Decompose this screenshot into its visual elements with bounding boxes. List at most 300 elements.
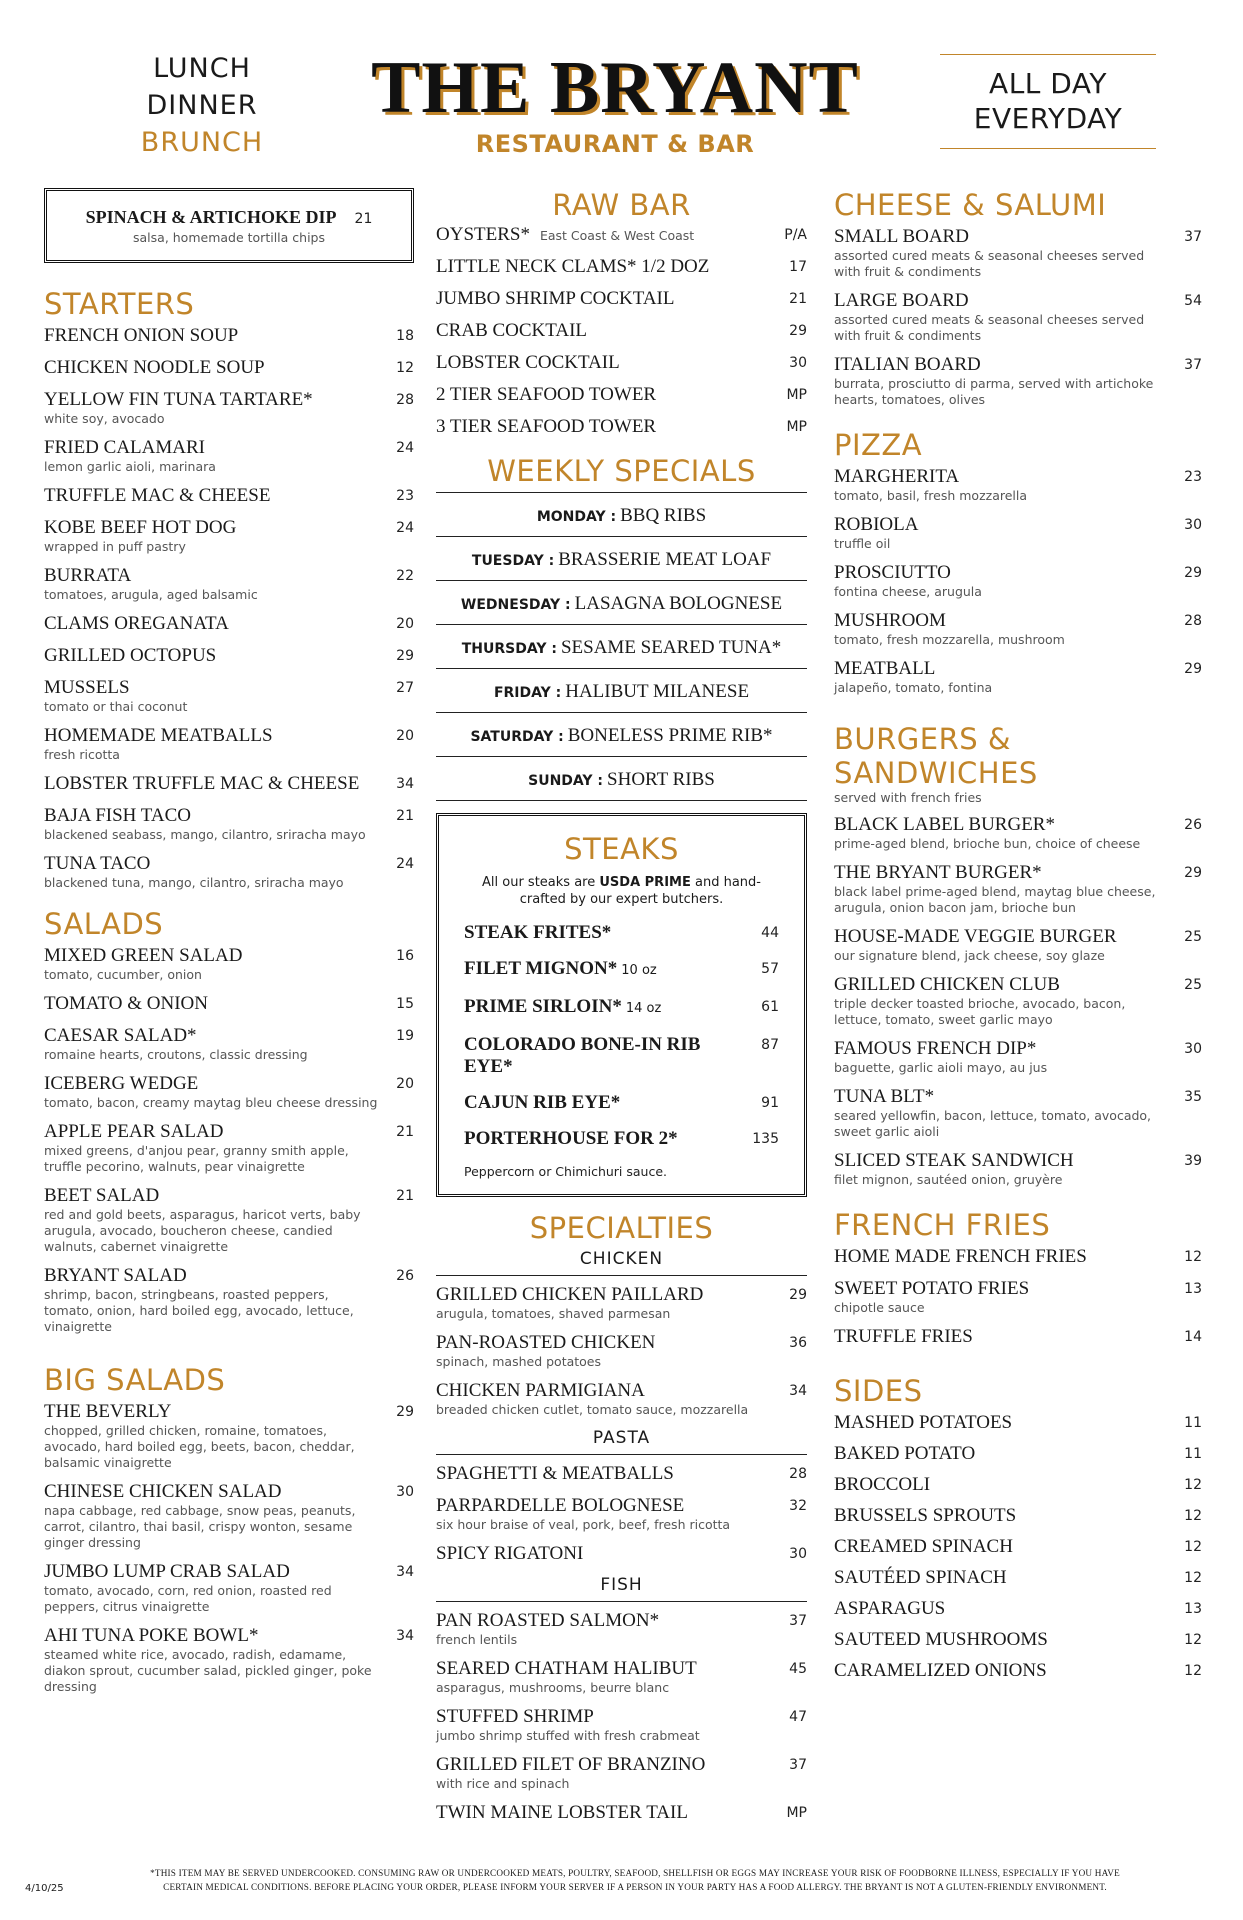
item-name: CAJUN RIB EYE*: [464, 1092, 621, 1113]
menu-item: [436, 1380, 807, 1418]
item-desc: assorted cured meats & seasonal cheeses served with fruit & condiments: [834, 248, 1145, 279]
menu-item: [834, 466, 1202, 504]
menu-item: [44, 945, 414, 983]
menu-item: [44, 645, 414, 667]
cheese-list: [834, 226, 1202, 408]
item-name: CREAMED SPINACH: [834, 1536, 1013, 1557]
item-desc: filet mignon, sautéed onion, gruyère: [834, 1172, 1063, 1187]
menu-item: [44, 565, 414, 603]
steaks-intro-a: All our steaks are: [482, 875, 600, 890]
weekly-special-row: [436, 537, 807, 581]
item-name: FRIED CALAMARI: [44, 437, 205, 458]
specialties-heading: SPECIALTIES: [529, 1211, 714, 1245]
weekly-day: THURSDAY :: [461, 641, 557, 657]
item-name: GRILLED CHICKEN PAILLARD: [436, 1284, 704, 1305]
item-name: LOBSTER COCKTAIL: [436, 352, 620, 373]
menu-item: [464, 1128, 779, 1150]
menu-item: [44, 725, 414, 763]
item-desc: baguette, garlic aioli mayo, au jus: [834, 1060, 1048, 1075]
item-name: STEAK FRITES*: [464, 922, 612, 943]
item-name: 3 TIER SEAFOOD TOWER: [436, 416, 657, 437]
item-name: CHINESE CHICKEN SALAD: [44, 1481, 282, 1502]
menu-item: [834, 290, 1202, 344]
item-desc: lemon garlic aioli, marinara: [44, 459, 216, 474]
item-price: 21: [396, 1188, 414, 1204]
item-name: 2 TIER SEAFOOD TOWER: [436, 384, 657, 405]
item-name: TUNA TACO: [44, 853, 151, 874]
pizza-list: [834, 466, 1202, 696]
item-price: 12: [396, 360, 414, 376]
menu-item: [44, 517, 414, 555]
item-desc: napa cabbage, red cabbage, snow peas, peanuts, carrot, cilantro, thai basil, crispy wonton, sesame ginger dressing: [44, 1503, 356, 1550]
item-price: 30: [1184, 517, 1202, 533]
menu-item: [834, 1567, 1202, 1589]
fries-heading: FRENCH FRIES: [834, 1208, 1051, 1242]
chicken-subheading: CHICKEN: [436, 1249, 807, 1276]
item-name: JUMBO SHRIMP COCKTAIL: [436, 288, 675, 309]
big-salads-heading: BIG SALADS: [44, 1363, 226, 1397]
item-name: STUFFED SHRIMP: [436, 1706, 594, 1727]
item-name: CARAMELIZED ONIONS: [834, 1660, 1047, 1681]
item-name: CLAMS OREGANATA: [44, 613, 229, 634]
menu-item: [834, 610, 1202, 648]
item-desc: assorted cured meats & seasonal cheeses served with fruit & condiments: [834, 312, 1145, 343]
menu-item: [834, 354, 1202, 408]
menu-item: [834, 1150, 1202, 1188]
item-desc: spinach, mashed potatoes: [436, 1354, 602, 1369]
burgers-heading: [834, 722, 1202, 790]
menu-item: [436, 416, 807, 438]
item-price: 12: [1184, 1249, 1202, 1265]
item-name: ICEBERG WEDGE: [44, 1073, 199, 1094]
item-desc: asparagus, mushrooms, beurre blanc: [436, 1680, 670, 1695]
item-desc: our signature blend, jack cheese, soy glaze: [834, 948, 1105, 963]
weekly-day: FRIDAY :: [493, 685, 562, 701]
item-price: 25: [1184, 929, 1202, 945]
burgers-heading-b: SANDWICHES: [834, 756, 1038, 790]
item-price: 32: [789, 1498, 807, 1514]
item-name: ROBIOLA: [834, 514, 919, 535]
column-middle: [436, 188, 807, 1834]
weekly-special-row: [436, 625, 807, 669]
restaurant-tagline: RESTAURANT & BAR: [475, 130, 755, 158]
menu-item: [834, 1443, 1202, 1465]
menu-item: [44, 993, 414, 1015]
menu-item: [436, 320, 807, 342]
item-name: PROSCIUTTO: [834, 562, 951, 583]
item-price: 26: [1184, 817, 1202, 833]
menu-item: [44, 325, 414, 347]
chicken-list: [436, 1284, 807, 1418]
item-price: 57: [761, 961, 779, 977]
item-name: BRYANT SALAD: [44, 1265, 187, 1286]
item-desc: arugula, tomatoes, shaved parmesan: [436, 1306, 671, 1321]
item-name: HOME MADE FRENCH FRIES: [834, 1246, 1087, 1267]
menu-item: [44, 853, 414, 891]
item-name: PORTERHOUSE FOR 2*: [464, 1128, 678, 1149]
menu-item: [834, 862, 1202, 916]
menu-item: [436, 1802, 807, 1824]
item-desc: jumbo shrimp stuffed with fresh crabmeat: [436, 1728, 700, 1743]
item-name: PARPARDELLE BOLOGNESE: [436, 1495, 685, 1516]
item-name: GRILLED CHICKEN CLUB: [834, 974, 1060, 995]
menu-item: [436, 1706, 807, 1744]
item-desc: steamed white rice, avocado, radish, edamame, diakon sprout, cucumber salad, pickled ginger, poke dressing: [44, 1647, 372, 1694]
item-price: 25: [1184, 977, 1202, 993]
item-price: 34: [396, 776, 414, 792]
item-name: THE BRYANT BURGER*: [834, 862, 1042, 883]
item-price: 37: [1184, 229, 1202, 245]
service-times: [112, 50, 292, 161]
menu-item: [464, 922, 779, 944]
menu-item: [44, 773, 414, 795]
menu-item: [834, 814, 1202, 852]
steaks-intro-c: and hand-crafted by our expert butchers.: [519, 875, 761, 907]
salads-list: [44, 945, 414, 1335]
item-price: 29: [1184, 661, 1202, 677]
item-name: HOUSE-MADE VEGGIE BURGER: [834, 926, 1117, 947]
service-dinner: DINNER: [146, 90, 258, 121]
item-name: BEET SALAD: [44, 1185, 160, 1206]
item-name: AHI TUNA POKE BOWL*: [44, 1625, 259, 1646]
item-name: BAKED POTATO: [834, 1443, 976, 1464]
menu-item: [44, 357, 414, 379]
item-price: 24: [396, 440, 414, 456]
steaks-list: [464, 922, 779, 1150]
weekly-day: SATURDAY :: [470, 729, 564, 745]
pizza-heading: PIZZA: [834, 428, 923, 462]
item-name: TRUFFLE MAC & CHEESE: [44, 485, 271, 506]
item-name: LOBSTER TRUFFLE MAC & CHEESE: [44, 773, 360, 794]
item-price: 34: [789, 1383, 807, 1399]
weekly-dish: LASAGNA BOLOGNESE: [574, 593, 783, 614]
item-price: 29: [396, 1404, 414, 1420]
menu-item: [44, 1025, 414, 1063]
item-price: 11: [1184, 1415, 1202, 1431]
item-price: 12: [1184, 1663, 1202, 1679]
menu-item: [464, 1092, 779, 1114]
item-desc: tomato, cucumber, onion: [44, 967, 202, 982]
starters-list: [44, 325, 414, 891]
item-price: 21: [396, 808, 414, 824]
weekly-dish: HALIBUT MILANESE: [565, 681, 750, 702]
item-name: PRIME SIRLOIN* 14 oz: [464, 996, 662, 1017]
item-price: 34: [396, 1628, 414, 1644]
item-price: 29: [1184, 865, 1202, 881]
weekly-dish: BRASSERIE MEAT LOAF: [558, 549, 772, 570]
weekly-dish: SESAME SEARED TUNA*: [560, 637, 782, 658]
item-price: 19: [396, 1028, 414, 1044]
item-price: 17: [789, 259, 807, 275]
featured-dip-box: [44, 188, 414, 263]
weekly-special-row: [436, 757, 807, 801]
menu-item: [436, 1463, 807, 1485]
item-desc: burrata, prosciutto di parma, served with artichoke hearts, tomatoes, olives: [834, 376, 1154, 407]
item-price: 29: [789, 323, 807, 339]
item-name: SLICED STEAK SANDWICH: [834, 1150, 1074, 1171]
menu-item: [436, 256, 807, 278]
item-price: 45: [789, 1661, 807, 1677]
item-name: MUSSELS: [44, 677, 130, 698]
item-name: BROCCOLI: [834, 1474, 931, 1495]
weekly-dish: SHORT RIBS: [607, 769, 715, 790]
menu-item: [44, 485, 414, 507]
weekly-day: WEDNESDAY :: [460, 597, 571, 613]
menu-item: [834, 1278, 1202, 1316]
item-price: 34: [396, 1564, 414, 1580]
item-desc: black label prime-aged blend, maytag blue cheese, arugula, onion bacon jam, brioche bun: [834, 884, 1156, 915]
item-price: 29: [396, 648, 414, 664]
item-name: SMALL BOARD: [834, 226, 969, 247]
item-desc: tomatoes, arugula, aged balsamic: [44, 587, 258, 602]
item-name: APPLE PEAR SALAD: [44, 1121, 224, 1142]
item-price: 12: [1184, 1539, 1202, 1555]
item-desc: tomato, fresh mozzarella, mushroom: [834, 632, 1065, 647]
dip-name: SPINACH & ARTICHOKE DIP: [85, 207, 337, 227]
disclaimer-line-1: *THIS ITEM MAY BE SERVED UNDERCOOKED. CONSUMING RAW OR UNDERCOOKED MEATS, POULTRY, SEAFOOD, SHELLFISH OR EGGS MAY INCREASE YOUR RISK OF FOODBORNE ILLNESS, ESPECIALLY IF YOU HAVE: [150, 1868, 1120, 1878]
menu-item: [834, 974, 1202, 1028]
menu-item: [834, 1038, 1202, 1076]
menu-item: [44, 1625, 414, 1695]
menu-item: [44, 1401, 414, 1471]
starters-heading: STARTERS: [44, 287, 195, 321]
menu-item: [436, 352, 807, 374]
item-desc: wrapped in puff pastry: [44, 539, 186, 554]
item-price: 30: [1184, 1041, 1202, 1057]
weekly-specials-list: [436, 493, 807, 801]
menu-item: [834, 1412, 1202, 1434]
menu-item: [834, 1629, 1202, 1651]
item-price: MP: [786, 387, 807, 403]
fish-list: [436, 1610, 807, 1824]
item-desc: red and gold beets, asparagus, haricot verts, baby arugula, avocado, boucheron cheese, candied walnuts, cabernet vinaigrette: [44, 1207, 361, 1254]
steak-sauce-note: Peppercorn or Chimichuri sauce.: [464, 1164, 668, 1179]
menu-item: [436, 1332, 807, 1370]
item-price: 37: [789, 1613, 807, 1629]
item-price: 135: [752, 1131, 779, 1147]
item-name: KOBE BEEF HOT DOG: [44, 517, 237, 538]
item-name: SWEET POTATO FRIES: [834, 1278, 1030, 1299]
service-lunch: LUNCH: [153, 53, 251, 84]
item-desc: with rice and spinach: [436, 1776, 570, 1791]
dip-desc: salsa, homemade tortilla chips: [133, 230, 325, 245]
item-desc: six hour braise of veal, pork, beef, fresh ricotta: [436, 1517, 731, 1532]
item-name: YELLOW FIN TUNA TARTARE*: [44, 389, 313, 410]
weekly-dish: BBQ RIBS: [620, 505, 707, 526]
item-name: PAN-ROASTED CHICKEN: [436, 1332, 656, 1353]
item-desc: fontina cheese, arugula: [834, 584, 982, 599]
allergy-disclaimer: [100, 1866, 1170, 1894]
steaks-heading: STEAKS: [564, 832, 679, 866]
item-name: CHICKEN PARMIGIANA: [436, 1380, 645, 1401]
restaurant-logo: [365, 48, 865, 158]
item-price: 36: [789, 1335, 807, 1351]
item-desc: jalapeño, tomato, fontina: [834, 680, 993, 695]
item-desc: tomato, bacon, creamy maytag bleu cheese dressing: [44, 1095, 378, 1110]
weekly-day: TUESDAY :: [471, 553, 555, 569]
item-price: 13: [1184, 1601, 1202, 1617]
item-price: 29: [1184, 565, 1202, 581]
item-price: 54: [1184, 293, 1202, 309]
item-price: 22: [396, 568, 414, 584]
burgers-list: [834, 814, 1202, 1188]
menu-item: [834, 1660, 1202, 1682]
item-desc: prime-aged blend, brioche bun, choice of cheese: [834, 836, 1141, 851]
menu-item: [436, 1658, 807, 1696]
weekly-dish: BONELESS PRIME RIB*: [567, 725, 773, 746]
item-name: FILET MIGNON* 10 oz: [464, 958, 657, 979]
menu-item: [834, 514, 1202, 552]
menu-item: [44, 805, 414, 843]
item-price: 28: [789, 1466, 807, 1482]
menu-item: [44, 677, 414, 715]
menu-item: [44, 1185, 414, 1255]
item-desc: blackened tuna, mango, cilantro, sriracha mayo: [44, 875, 344, 890]
menu-item: [44, 1265, 414, 1335]
item-name: TWIN MAINE LOBSTER TAIL: [436, 1802, 688, 1823]
item-portion: 14 oz: [625, 1001, 662, 1016]
menu-item: [44, 437, 414, 475]
item-desc: fresh ricotta: [44, 747, 120, 762]
item-name: MASHED POTATOES: [834, 1412, 1013, 1433]
item-name: SPICY RIGATONI: [436, 1543, 584, 1564]
item-desc: tomato or thai coconut: [44, 699, 188, 714]
steaks-box: [436, 813, 807, 1197]
weekly-specials-heading: WEEKLY SPECIALS: [436, 454, 807, 493]
menu-item: [834, 1474, 1202, 1496]
burgers-note: served with french fries: [834, 790, 982, 805]
weekly-special-row: [436, 713, 807, 757]
menu-item: [464, 958, 779, 982]
item-price: 35: [1184, 1089, 1202, 1105]
restaurant-name: THE BRYANT: [371, 47, 859, 129]
item-name: OYSTERS* East Coast & West Coast: [436, 224, 695, 245]
item-name: FAMOUS FRENCH DIP*: [834, 1038, 1037, 1059]
item-name: MEATBALL: [834, 658, 936, 679]
item-price: 20: [396, 616, 414, 632]
item-name: LARGE BOARD: [834, 290, 969, 311]
item-price: 12: [1184, 1477, 1202, 1493]
cheese-heading: CHEESE & SALUMI: [834, 188, 1107, 222]
salads-heading: SALADS: [44, 907, 164, 941]
everyday-text: EVERYDAY: [973, 102, 1123, 135]
item-price: 14: [1184, 1329, 1202, 1345]
item-price: 30: [789, 355, 807, 371]
item-price: 47: [789, 1709, 807, 1725]
menu-item: [44, 1481, 414, 1551]
menu-item: [834, 926, 1202, 964]
burgers-heading-a: BURGERS &: [834, 722, 1011, 756]
menu-date: 4/10/25: [25, 1883, 64, 1894]
column-right: [834, 188, 1202, 1691]
item-name: JUMBO LUMP CRAB SALAD: [44, 1561, 290, 1582]
item-name: PAN ROASTED SALMON*: [436, 1610, 660, 1631]
menu-item: [436, 1543, 807, 1565]
item-price: MP: [786, 419, 807, 435]
item-desc: french lentils: [436, 1632, 518, 1647]
sides-heading: SIDES: [834, 1374, 923, 1408]
weekly-day: MONDAY :: [536, 509, 617, 525]
menu-item: [44, 613, 414, 635]
item-note: East Coast & West Coast: [539, 228, 695, 243]
item-price: 20: [396, 1076, 414, 1092]
menu-item: [436, 1610, 807, 1648]
item-price: 61: [761, 999, 779, 1015]
item-portion: 10 oz: [621, 963, 657, 978]
item-name: ASPARAGUS: [834, 1598, 946, 1619]
item-name: CRAB COCKTAIL: [436, 320, 588, 341]
steaks-intro-usda: USDA PRIME: [599, 875, 691, 890]
big-salads-list: [44, 1401, 414, 1695]
item-price: 91: [761, 1095, 779, 1111]
item-price: 44: [761, 925, 779, 941]
menu-item: [464, 996, 779, 1020]
raw-bar-list: [436, 224, 807, 438]
item-desc: shrimp, bacon, stringbeans, roasted peppers, tomato, onion, hard boiled egg, avocado, lettuce, vinaigrette: [44, 1287, 354, 1334]
pasta-list: [436, 1463, 807, 1565]
item-price: 21: [789, 291, 807, 307]
item-name: SAUTÉED SPINACH: [834, 1567, 1007, 1588]
item-desc: chipotle sauce: [834, 1300, 925, 1315]
item-name: FRENCH ONION SOUP: [44, 325, 239, 346]
weekly-special-row: [436, 581, 807, 625]
item-price: 21: [396, 1124, 414, 1140]
column-left: [44, 188, 414, 1705]
item-price: 27: [396, 680, 414, 696]
item-name: TRUFFLE FRIES: [834, 1326, 973, 1347]
steaks-intro: [464, 874, 779, 908]
item-name: CAESAR SALAD*: [44, 1025, 197, 1046]
item-price: 28: [396, 392, 414, 408]
item-name: MARGHERITA: [834, 466, 960, 487]
raw-bar-heading: RAW BAR: [552, 188, 691, 222]
menu-item: [44, 1121, 414, 1175]
item-desc: romaine hearts, croutons, classic dressing: [44, 1047, 308, 1062]
menu-item: [834, 226, 1202, 280]
item-name: TOMATO & ONION: [44, 993, 208, 1014]
item-name: BURRATA: [44, 565, 132, 586]
item-price: 12: [1184, 1570, 1202, 1586]
menu-item: [44, 389, 414, 427]
menu-item: [436, 1284, 807, 1322]
fries-list: [834, 1246, 1202, 1348]
item-price: 29: [789, 1287, 807, 1303]
item-desc: tomato, avocado, corn, red onion, roasted red peppers, citrus vinaigrette: [44, 1583, 332, 1614]
item-name: COLORADO BONE-IN RIB EYE*: [464, 1034, 701, 1077]
item-name: SPAGHETTI & MEATBALLS: [436, 1463, 674, 1484]
item-price: 13: [1184, 1281, 1202, 1297]
item-desc: tomato, basil, fresh mozzarella: [834, 488, 1028, 503]
item-name: GRILLED FILET OF BRANZINO: [436, 1754, 706, 1775]
item-desc: breaded chicken cutlet, tomato sauce, mozzarella: [436, 1402, 749, 1417]
item-name: TUNA BLT*: [834, 1086, 935, 1107]
menu-item: [834, 1086, 1202, 1140]
item-name: BAJA FISH TACO: [44, 805, 191, 826]
fish-subheading: FISH: [436, 1575, 807, 1602]
menu-item: [436, 384, 807, 406]
item-price: 18: [396, 328, 414, 344]
menu-item: [436, 1495, 807, 1533]
item-desc: chopped, grilled chicken, romaine, tomatoes, avocado, hard boiled egg, beets, bacon, cheddar, balsamic vinaigrette: [44, 1423, 355, 1470]
item-name: SAUTEED MUSHROOMS: [834, 1629, 1048, 1650]
weekly-day: SUNDAY :: [528, 773, 604, 789]
item-name: BLACK LABEL BURGER*: [834, 814, 1055, 835]
weekly-special-row: [436, 669, 807, 713]
item-name: HOMEMADE MEATBALLS: [44, 725, 273, 746]
item-price: 30: [789, 1546, 807, 1562]
item-price: 39: [1184, 1153, 1202, 1169]
item-price: 87: [761, 1037, 779, 1053]
